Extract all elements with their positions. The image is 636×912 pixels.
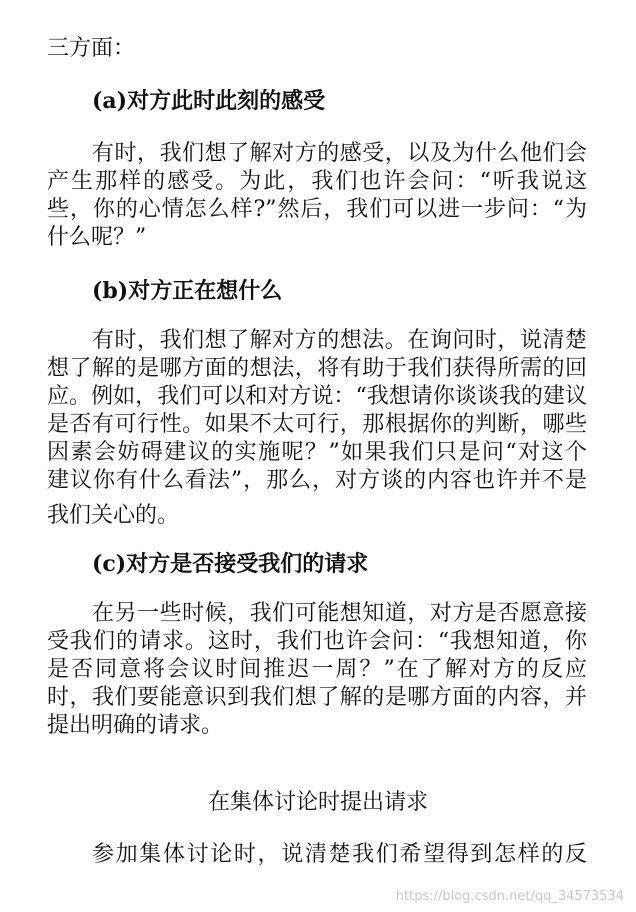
- paragraph-line: 有时，我们想了解对方的想法。在询问时，说清楚: [92, 328, 587, 353]
- section-c-heading: (c)对方是否接受我们的请求: [92, 551, 369, 577]
- intro-text: 三方面：: [47, 36, 136, 61]
- paragraph-line: 是否有可行性。如果不太可行，那根据你的判断，哪些: [47, 412, 587, 437]
- paragraph-line: 产生那样的感受。为此，我们也许会问：“听我说这: [47, 169, 587, 194]
- section-b-heading: (b)对方正在想什么: [92, 278, 283, 304]
- paragraph-line: 时，我们要能意识到我们想了解的是哪方面的内容，并: [47, 685, 587, 710]
- paragraph-line: 因素会妨碍建议的实施呢？”如果我们只是问“对这个: [47, 440, 587, 465]
- paragraph-line: 有时，我们想了解对方的感受，以及为什么他们会: [92, 141, 587, 166]
- paragraph-line: 什么呢？”: [47, 225, 147, 250]
- section-title: 在集体讨论时提出请求: [207, 790, 428, 815]
- paragraph-line: 些，你的心情怎么样?”然后，我们可以进一步问：“为: [47, 197, 587, 222]
- paragraph-line: 提出明确的请求。: [47, 713, 224, 738]
- watermark: https://blog.csdn.net/qq_34573534: [395, 889, 624, 904]
- paragraph-line: 受我们的请求。这时，我们也许会问：“我想知道，你: [47, 629, 587, 654]
- paragraph-line: 想了解的是哪方面的想法，将有助于我们获得所需的回: [47, 356, 587, 381]
- paragraph-line: 建议你有什么看法”，那么，对方谈的内容也许并不是: [47, 468, 587, 493]
- section-a-heading: (a)对方此时此刻的感受: [92, 88, 326, 114]
- paragraph-line: 我们关心的。: [47, 503, 180, 528]
- paragraph-line: 参加集体讨论时，说清楚我们希望得到怎样的反: [92, 842, 587, 867]
- paragraph-line: 是否同意将会议时间推迟一周？”在了解对方的反应: [47, 657, 587, 682]
- paragraph-line: 应。例如，我们可以和对方说：“我想请你谈谈我的建议: [47, 384, 587, 409]
- paragraph-line: 在另一些时候，我们可能想知道，对方是否愿意接: [92, 601, 587, 626]
